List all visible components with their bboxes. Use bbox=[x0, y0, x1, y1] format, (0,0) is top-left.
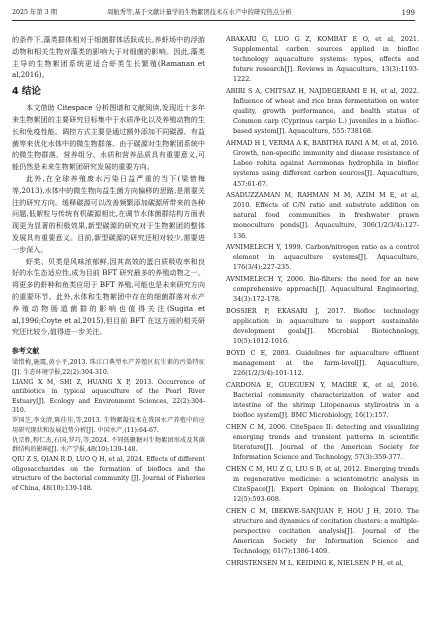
reference-entry: AHMAD H I, VERMA A K, BABITHA RANI A M, et al, 2016. Growth, non-specific immunity and disease resistance of Labeo rohita against Aeromonas hydrophila in biofloc systems using different carbon sources[J]. Aquaculture, 457:61-67. bbox=[226, 139, 419, 188]
right-column bbox=[226, 34, 419, 570]
reference-entry: AVNIMELECH Y, 1999. Carbon/nitrogen ratio as a control element in aquaculture systems[J]. Aquaculture, 176(3/4):227-235. bbox=[226, 243, 419, 272]
conclusion-paragraph: 虾类、贝类是风味浓郁鲜,因其高效的蛋白质吸收率和良好的水生态适应性,成为目前 BFT 研究最多的养殖动物之一。将更多的虾种和鱼类应用于 BFT 养殖,可能也是未来研究方向的重要环节。此外,水体和生物絮团中存在的细菌群落对水产养殖动物肠道菌群的影响也值得关注(Sugita et al,1996;Coyte et al,2015),但目前 BFT 在这方面的相关研究还比较少,值得进一步关注。 bbox=[12, 256, 205, 337]
conclusion-paragraph: 此外,在全球养殖废水污染日益严重的当下(梁惜梅等,2013),水体中的微生物向益生菌方向偏移的思路,是需要关注的研究方向。缓释碳源可以改善频繁添加碳源所带来的各种问题,低絮粒与传统有机碳源相比,在调节水体菌群结构方面表现更为显著的积极效果,新型碳源的研究对于生物絮团的整体发展具有重要意义。目前,新型碳源的研究还相对较少,需要进一步深入。 bbox=[12, 173, 205, 254]
reference-entry: ABAKARI G, LUO G Z, KOMBAT E O, et al, 2021. Supplemental carbon sources applied in biofloc technology aquaculture systems: types, effects and future research[J]. Reviews in Aquaculture, 13(3):1193-1222. bbox=[226, 35, 419, 84]
reference-entry: CARDONA E, GUEGUEN Y, MAGRÉ K, et al, 2016. Bacterial community characterization of water and intestine of the shrimp Litopenaeus stylirostris in a biofloc system[J]. BMC Microbiology, 16(1):157. bbox=[226, 380, 419, 420]
running-header bbox=[12, 6, 415, 21]
running-title: 周航秀等,基于文献计量学的生物絮团技术在水产中的研究热点分析 bbox=[107, 9, 292, 16]
reference-entry: CHEN C M, IBEKWE-SANJUAN F, HOU J H, 2010. The structure and dynamics of cocitation clusters: a multiple-perspective cocitation analysis[J]. Journal of the American Society for Information Science and Technology, 61(7):1386-1409. bbox=[226, 506, 419, 556]
reference-entry: BOSSIER P, EKASARI J, 2017. Biofloc technology application in aquaculture to support sustainable development goals[J]. Microbial Biotechnology, 10(5):1012-1016. bbox=[226, 307, 419, 346]
reference-entry: 罗国芝,李文清,陈佳佳,等,2013. 生物絮凝技术在我国水产养殖中的应用研究现状和发展趋势分析[J]. 中国水产,(11):64-67. bbox=[12, 417, 205, 434]
left-column bbox=[12, 34, 205, 494]
reference-entry: CHEN C M, 2006. CiteSpace II: detecting and visualizing emerging trends and transient patterns in scientific literature[J]. Journal of the American Society for Information Science and Technology, 57(3):359-377. bbox=[226, 422, 419, 462]
reference-entry: ASADUZZAMAN M, RAHMAN M M, AZIM M E, et al, 2010. Effects of C/N ratio and substrate addition on natural food communities in freshwater prawn monoculture ponds[J]. Aquaculture, 306(1/2/3/4):127-136. bbox=[226, 191, 419, 240]
issue-label: 2025 年第 3 期 bbox=[12, 9, 57, 16]
continued-paragraph: 的条件下,藻类群体相对于细菌群体活跃成长,养虾场中的浮游动物和相关生物对藻类的影响大于对细菌的影响。因此,藻类主导的生物絮团系统更适合虾类生长繁殖(Ramanan et al,2016)。 bbox=[12, 35, 205, 80]
page-number: 199 bbox=[401, 9, 415, 17]
conclusion-paragraph: 本文借助 Citespace 分析图谱和文献阅读,发现近十多年来生物絮团的主要研究目标集中于水质净化以及养殖动物的生长和免疫性能。调控方式主要是通过额外添加不同碳源、有益菌等来优化水体中的微生物群落。由于碳源对生物絮团系统中的微生物群落、营养组分、水质和营养品质具有重要意义,可能仍然是未来生物絮团研究发展的重要方向。 bbox=[12, 103, 205, 172]
reference-entry: 仇宗胜,程仁杰,石国,罗巧,等,2024. 不同低聚糖对生物絮团形成及其菌群结构的影响[J]. 水产学报,48(10):139-148. bbox=[12, 436, 205, 454]
reference-entry: ABIRI S A, CHITSAZ H, NAJDEGERAMI E H, et al, 2022. Influence of wheat and rice bran fermentation on water quality, growth performance, and health status of Common carp (Cyprinus carpio L.) juveniles in a biofloc-based system[J]. Aquaculture, 555:738168. bbox=[226, 87, 419, 136]
section-heading: 4 结论 bbox=[12, 86, 41, 98]
reference-entry: CHEN C M, HU Z G, LIU S B, et al, 2012. Emerging trends in regenerative medicine: a scientometric analysis in CiteSpace[J]. Expert Opinion on Biological Therapy, 12(5):593-608. bbox=[226, 464, 419, 504]
reference-entry: BOYD C E, 2003. Guidelines for aquaculture effluent management at the farm-level[J]. Aquaculture, 226(1/2/3/4):101-112. bbox=[226, 348, 419, 378]
reference-entry: CHRISTENSEN M L, KEIDING K, NIELSEN P H, et al, bbox=[226, 558, 404, 567]
references-heading: 参考文献 bbox=[12, 347, 40, 356]
reference-entry: QIU Z S, QIAN R D, LUO Q H, et al, 2024. Effects of different oligosaccharides on the formation of bioflocs and the structure of the bacterial community [J]. Journal of Fisheries of China, 48(10):139-148. bbox=[12, 456, 205, 492]
reference-entry: 梁惜梅,施震,黄小平,2013. 珠江口典型水产养殖区抗生素的污染特征[J]. 生态环境学报,22(2):304-310. bbox=[12, 359, 205, 376]
reference-entry: AVNIMELECH Y, 2006. Bio-filters: the need for an new comprehensive approach[J]. Aquacultural Engineering, 34(3):172-178. bbox=[226, 275, 419, 304]
reference-entry: LIANG X M, SHI Z, HUANG X P, 2013. Occurrence of antibiotics in typical aquaculture of the Pearl River Estuary[J]. Ecology and Environment Sciences, 22(2):304-310. bbox=[12, 378, 205, 414]
